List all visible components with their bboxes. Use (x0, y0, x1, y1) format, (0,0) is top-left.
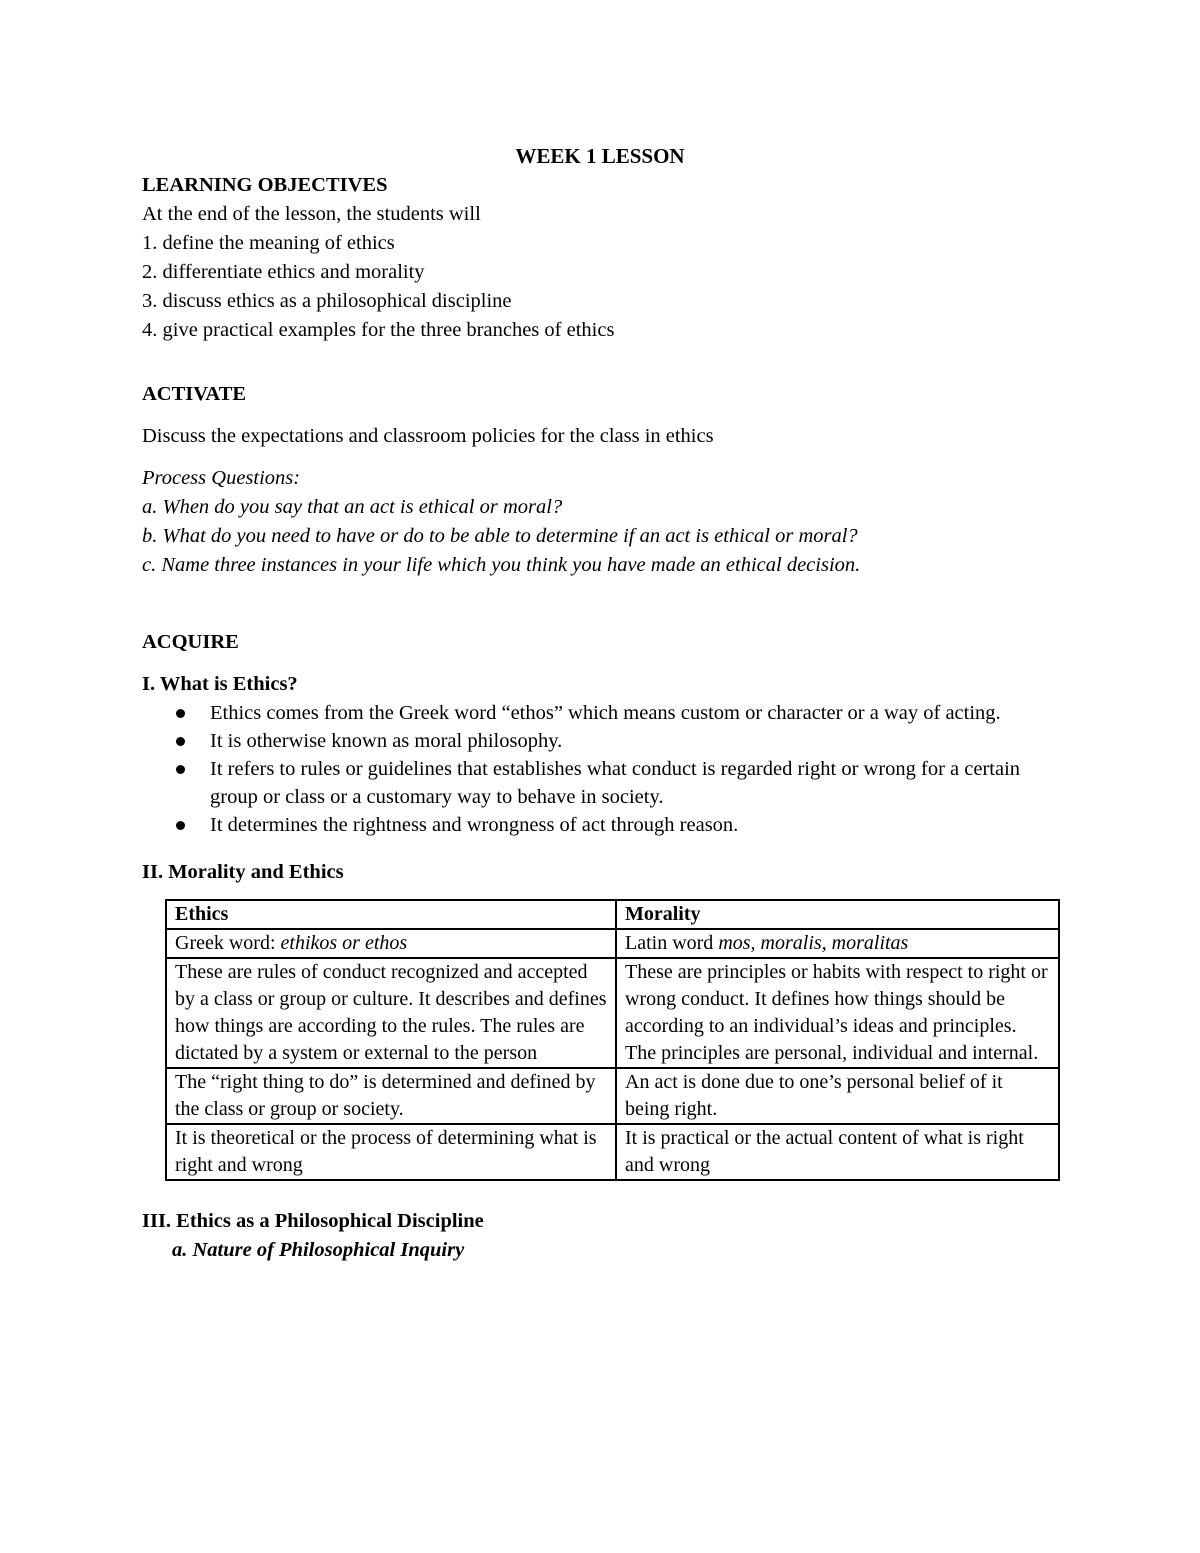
greek-word-label: Greek word: (175, 932, 281, 954)
objective-item: 1. define the meaning of ethics (142, 232, 395, 254)
process-question: b. What do you need to have or do to be able to determine if an act is ethical or moral? (142, 525, 858, 547)
table-cell (166, 929, 616, 958)
table-row (166, 929, 1059, 958)
activate-heading: ACTIVATE (142, 383, 247, 405)
objectives-intro: At the end of the lesson, the students will (142, 203, 481, 225)
process-question: c. Name three instances in your life which you think you have made an ethical decision. (142, 554, 861, 576)
table-header-ethics: Ethics (166, 900, 616, 929)
bullet-item: Ethics comes from the Greek word “ethos” which means custom or character or a way of acting. (172, 699, 1062, 727)
acquire-heading: ACQUIRE (142, 631, 239, 653)
objective-item: 4. give practical examples for the three branches of ethics (142, 319, 615, 341)
bullet-item: It determines the rightness and wrongness of act through reason. (172, 811, 1062, 839)
subsection-heading: a. Nature of Philosophical Inquiry (172, 1239, 465, 1261)
table-cell: These are rules of conduct recognized and accepted by a class or group or culture. It describes and defines how things are according to the rules. The rules are dictated by a system or external to the person (166, 958, 616, 1068)
table-cell: The “right thing to do” is determined and defined by the class or group or society. (166, 1068, 616, 1124)
table-row (166, 958, 1059, 1068)
process-question: a. When do you say that an act is ethical or moral? (142, 496, 563, 518)
table-cell: It is theoretical or the process of determining what is right and wrong (166, 1124, 616, 1180)
table-cell: It is practical or the actual content of what is right and wrong (616, 1124, 1059, 1180)
objectives-heading: LEARNING OBJECTIVES (142, 174, 388, 196)
objective-item: 3. discuss ethics as a philosophical discipline (142, 290, 512, 312)
table-cell: These are principles or habits with respect to right or wrong conduct. It defines how things should be according to an individual’s ideas and principles. The principles are personal, individual and internal. (616, 958, 1059, 1068)
latin-word-label: Latin word (625, 932, 719, 954)
bullet-item: It refers to rules or guidelines that establishes what conduct is regarded right or wrong for a certain group or class or a customary way to behave in society. (172, 755, 1062, 811)
table-header-morality: Morality (616, 900, 1059, 929)
ethics-morality-table (165, 899, 1060, 1181)
table-row (166, 1068, 1059, 1124)
table-cell (616, 929, 1059, 958)
table-header-row (166, 900, 1059, 929)
page-title: WEEK 1 LESSON (515, 144, 685, 168)
section-heading-morality-and-ethics: II. Morality and Ethics (142, 861, 344, 883)
table-cell: An act is done due to one’s personal belief of it being right. (616, 1068, 1059, 1124)
process-questions-label: Process Questions: (142, 467, 301, 489)
objective-item: 2. differentiate ethics and morality (142, 261, 425, 283)
document-page (142, 142, 1062, 1265)
table-row (166, 1124, 1059, 1180)
ethics-bullet-list (142, 699, 1062, 839)
section-heading-philosophical-discipline: III. Ethics as a Philosophical Discipline (142, 1210, 484, 1232)
latin-word-terms: mos, moralis, moralitas (718, 932, 909, 954)
activate-text: Discuss the expectations and classroom policies for the class in ethics (142, 425, 714, 447)
section-heading-what-is-ethics: I. What is Ethics? (142, 673, 298, 695)
bullet-item: It is otherwise known as moral philosophy. (172, 727, 1062, 755)
greek-word-terms: ethikos or ethos (280, 932, 408, 954)
